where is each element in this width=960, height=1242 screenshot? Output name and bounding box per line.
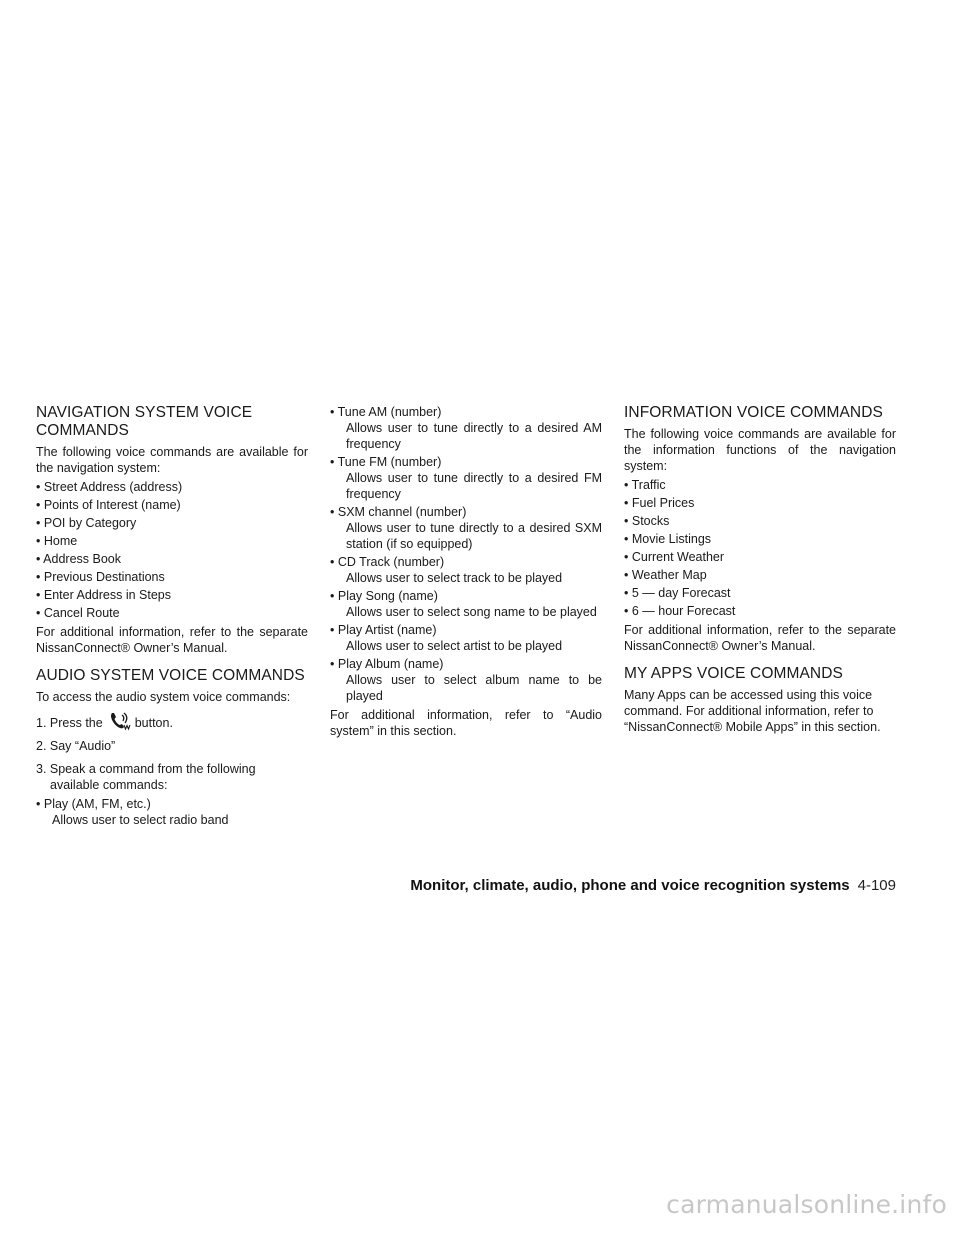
- info-note: For additional information, refer to the separate NissanConnect® Owner’s Manual.: [624, 623, 896, 653]
- list-item: • SXM channel (number) Allows user to tune directly to a desired SXM station (if so equipped): [330, 505, 602, 551]
- apps-commands-heading: MY APPS VOICE COMMANDS: [624, 665, 843, 682]
- column-middle: [330, 404, 602, 739]
- list-item: • Play Album (name) Allows user to select album name to be played: [330, 657, 602, 703]
- list-item: • Previous Destinations: [36, 570, 165, 584]
- apps-body: Many Apps can be accessed using this voice command. For additional information, refer to “NissanConnect® Mobile Apps” in this section.: [624, 688, 881, 734]
- nav-note: For additional information, refer to the separate NissanConnect® Owner’s Manual.: [36, 625, 308, 655]
- list-item: • Home: [36, 534, 78, 548]
- list-item: • Traffic: [624, 478, 666, 492]
- list-item: • Street Address (address): [36, 480, 183, 494]
- list-item: • 6 — hour Forecast: [624, 604, 736, 618]
- audio-step-1: 1. Press the button.: [36, 711, 308, 731]
- list-item: • POI by Category: [36, 516, 137, 530]
- list-item: • Play (AM, FM, etc.) Allows user to select radio band: [36, 797, 229, 827]
- list-item: • 5 — day Forecast: [624, 586, 731, 600]
- list-item: • Address Book: [36, 552, 121, 566]
- list-item: • Weather Map: [624, 568, 707, 582]
- nav-intro: The following voice commands are available for the navigation system:: [36, 445, 308, 475]
- nav-commands-heading: NAVIGATION SYSTEM VOICE COMMANDS: [36, 404, 253, 439]
- column-left: [36, 404, 308, 830]
- info-commands-heading: INFORMATION VOICE COMMANDS: [624, 404, 883, 421]
- list-item: • Cancel Route: [36, 606, 120, 620]
- audio-commands-heading: AUDIO SYSTEM VOICE COMMANDS: [36, 667, 305, 684]
- audio-command-list-part2: [330, 404, 602, 704]
- list-item: • Play Artist (name) Allows user to select artist to be played: [330, 623, 563, 653]
- voice-recognition-icon: [109, 711, 131, 731]
- list-item: • Movie Listings: [624, 532, 712, 546]
- list-item: • Stocks: [624, 514, 670, 528]
- page-number: 4-109: [857, 877, 896, 894]
- list-item: • Current Weather: [624, 550, 725, 564]
- list-item: • Tune FM (number) Allows user to tune directly to a desired FM frequency: [330, 455, 602, 501]
- audio-note: For additional information, refer to “Audio system” in this section.: [330, 708, 602, 738]
- list-item: • Tune AM (number) Allows user to tune directly to a desired AM frequency: [330, 405, 602, 451]
- list-item: • Points of Interest (name): [36, 498, 181, 512]
- column-right: [624, 404, 896, 735]
- list-item: • Enter Address in Steps: [36, 588, 172, 602]
- audio-step-3: 3. Speak a command from the following available commands:: [36, 762, 256, 792]
- nav-command-list: [36, 479, 308, 621]
- watermark: carmanualsonline.info: [666, 1190, 947, 1219]
- list-item: • Play Song (name) Allows user to select song name to be played: [330, 589, 597, 619]
- footer-section-title: Monitor, climate, audio, phone and voice recognition systems: [410, 877, 850, 894]
- audio-intro: To access the audio system voice commands:: [36, 690, 291, 704]
- page-footer: [400, 876, 896, 896]
- info-command-list: [624, 477, 896, 619]
- audio-command-list-part1: [36, 796, 308, 828]
- info-intro: The following voice commands are available for the information functions of the navigation system:: [624, 427, 896, 473]
- list-item: • Fuel Prices: [624, 496, 695, 510]
- list-item: • CD Track (number) Allows user to select track to be played: [330, 555, 563, 585]
- audio-step-2: 2. Say “Audio”: [36, 739, 116, 753]
